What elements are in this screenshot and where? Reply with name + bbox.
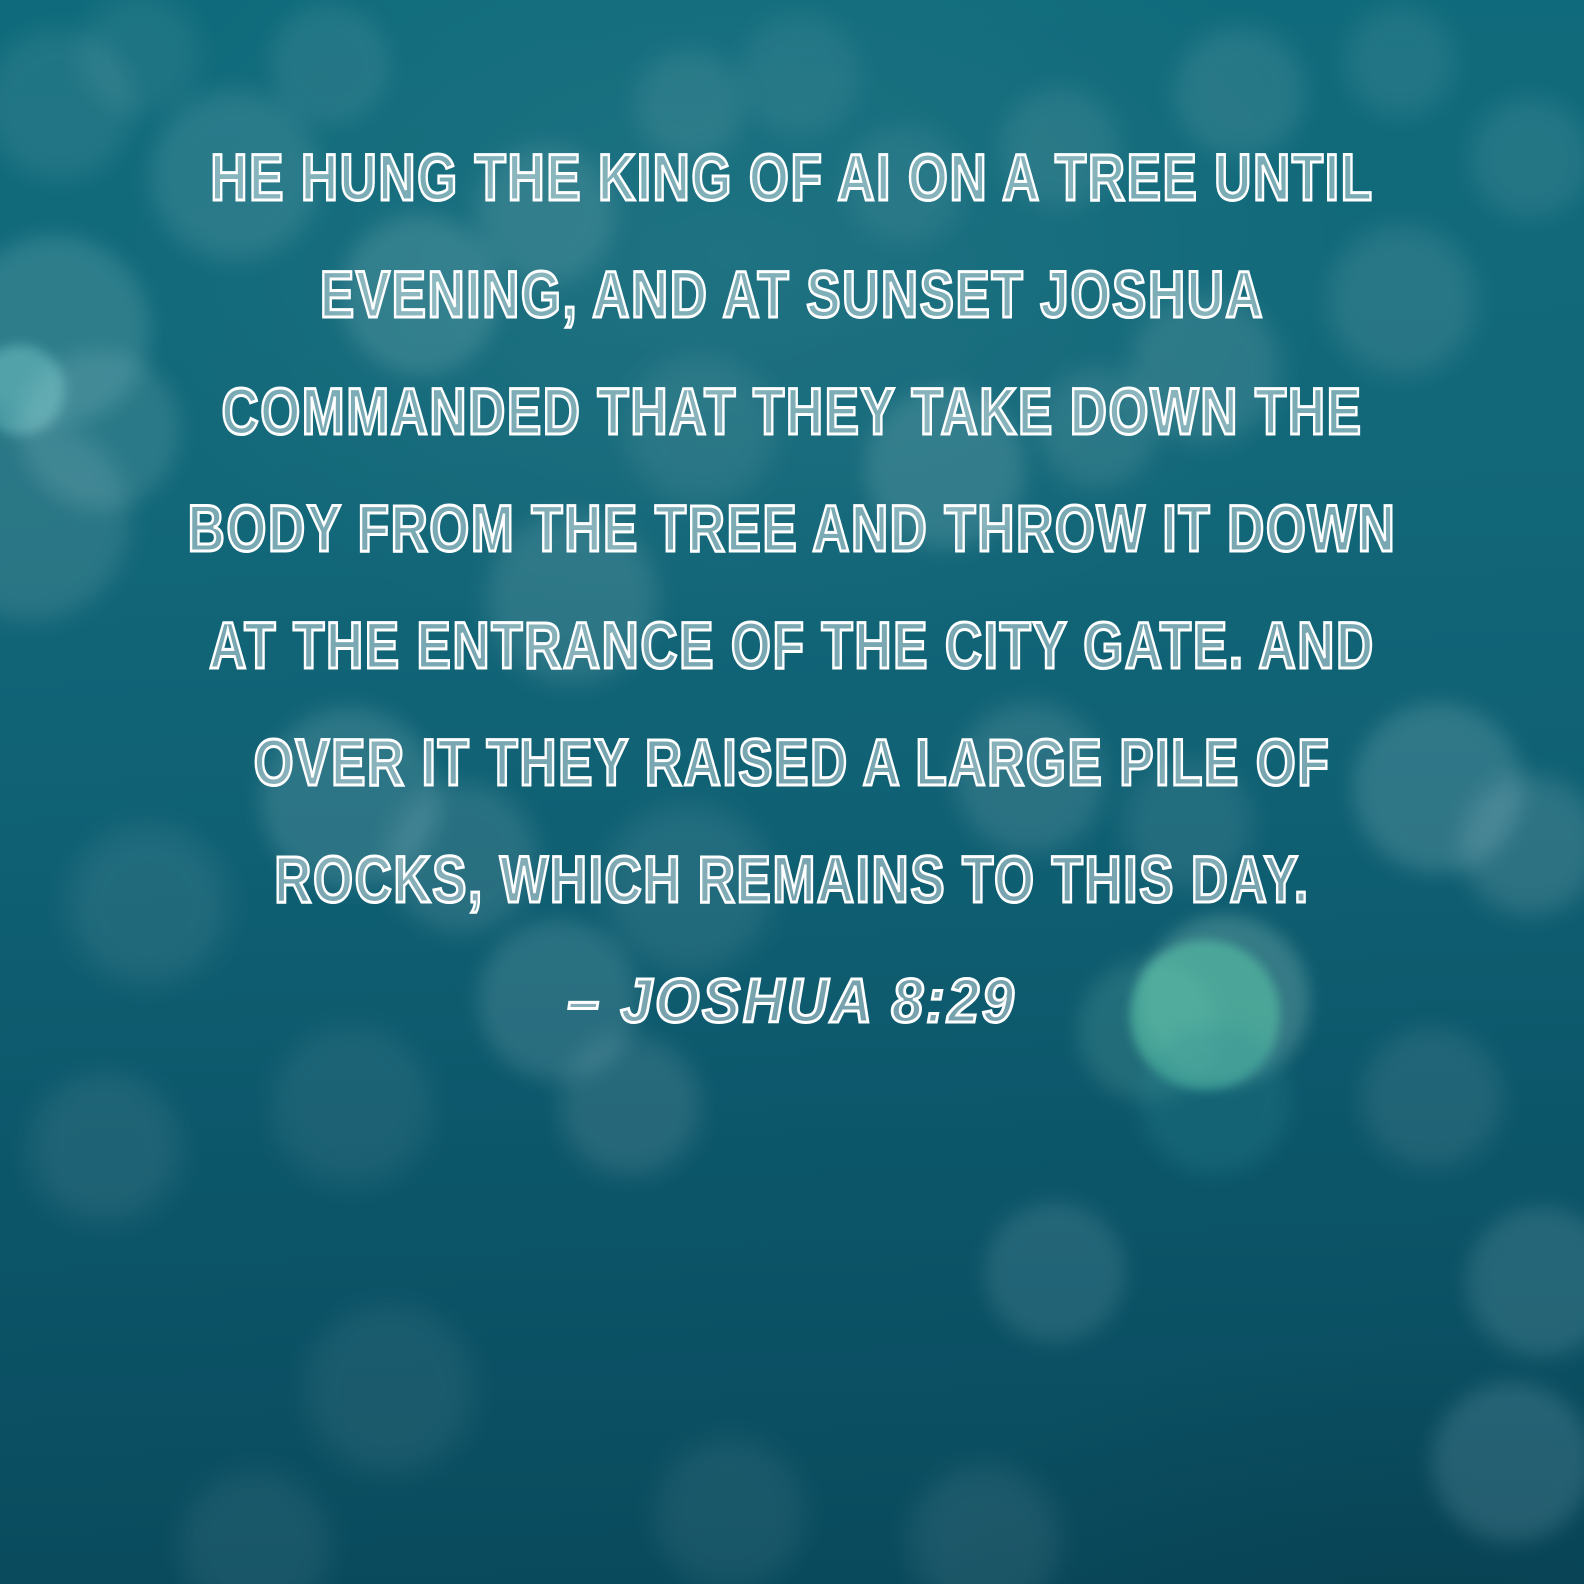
- verse-line-7: ROCKS, WHICH REMAINS TO THIS DAY.: [274, 841, 1310, 916]
- bokeh-circle: [1432, 1382, 1584, 1542]
- bokeh-circle: [910, 1465, 1060, 1584]
- bokeh-circle: [1467, 1207, 1584, 1357]
- bokeh-circle: [1345, 7, 1455, 117]
- verse-line-2: EVENING, AND AT SUNSET JOSHUA: [319, 256, 1265, 331]
- verse-line-5: AT THE ENTRANCE OF THE CITY GATE. AND: [209, 607, 1375, 682]
- bokeh-circle: [655, 1437, 805, 1584]
- bokeh-circle: [30, 1073, 180, 1223]
- bokeh-circle: [180, 1470, 330, 1584]
- verse-line-6: OVER IT THEY RAISED A LARGE PILE OF: [253, 724, 1331, 799]
- verse-reference: – JOSHUA 8:29: [567, 967, 1017, 1036]
- verse-text-block: [0, 118, 1584, 1060]
- bokeh-circle: [270, 5, 390, 125]
- verse-line-1: HE HUNG THE KING OF AI ON A TREE UNTIL: [210, 139, 1374, 214]
- bokeh-circle: [740, 15, 860, 135]
- bokeh-circle: [80, 0, 200, 115]
- verse-line-3: COMMANDED THAT THEY TAKE DOWN THE: [221, 373, 1363, 448]
- bokeh-circle: [305, 1305, 475, 1475]
- bokeh-circle: [985, 1202, 1125, 1342]
- verse-line-4: BODY FROM THE TREE AND THROW IT DOWN: [187, 490, 1397, 565]
